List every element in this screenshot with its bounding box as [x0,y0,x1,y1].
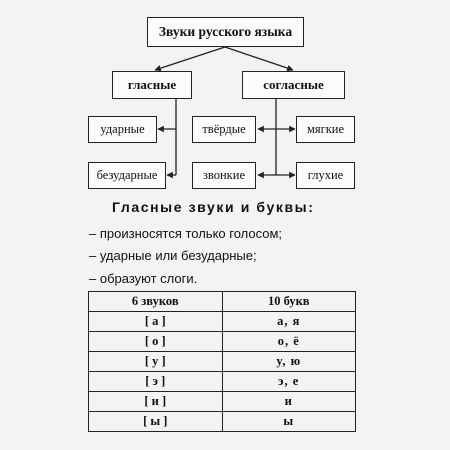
table-row [89,412,356,432]
voiced-box [192,162,256,189]
letters-cell: а, я [222,312,356,332]
sound-cell: [ а ] [89,312,223,332]
section-heading: Гласные звуки и буквы: [112,199,315,215]
diagram-title-box [147,17,304,47]
letters-cell: у, ю [222,352,356,372]
vowels-label: гласные [127,77,177,92]
table-row [89,392,356,412]
table-row [89,372,356,392]
consonants-label: согласные [263,77,324,92]
soft-box [296,116,355,143]
hard-box [192,116,256,143]
voiceless-box [296,162,355,189]
voiced-label: звонкие [202,168,245,182]
sound-cell: [ у ] [89,352,223,372]
table-header-row [89,292,356,312]
header-sounds: 6 звуков [89,292,223,312]
arrow-title-to-vowels [155,47,225,70]
unstressed-label: безударные [96,168,158,182]
unstressed-box [88,162,166,189]
stressed-box [88,116,157,143]
sound-cell: [ и ] [89,392,223,412]
letters-cell: и [222,392,356,412]
hard-label: твёрдые [202,122,246,136]
table-row [89,352,356,372]
sound-cell: [ ы ] [89,412,223,432]
voiceless-label: глухие [307,168,344,182]
vowels-box [112,71,192,99]
soft-label: мягкие [306,122,345,136]
sound-cell: [ о ] [89,332,223,352]
letters-cell: ы [222,412,356,432]
letters-cell: э, е [222,372,356,392]
consonants-box [242,71,345,99]
header-letters: 10 букв [222,292,356,312]
arrow-title-to-consonants [225,47,293,70]
table-row [89,312,356,332]
table-row [89,332,356,352]
bullet-item: – ударные или безударные; [89,248,257,263]
stressed-label: ударные [100,122,145,136]
diagram-title: Звуки русского языка [158,24,293,39]
bullet-item: – произносятся только голосом; [89,226,283,241]
sounds-letters-table [88,291,356,432]
letters-cell: о, ё [222,332,356,352]
bullet-item: – образуют слоги. [89,271,198,286]
sound-cell: [ э ] [89,372,223,392]
